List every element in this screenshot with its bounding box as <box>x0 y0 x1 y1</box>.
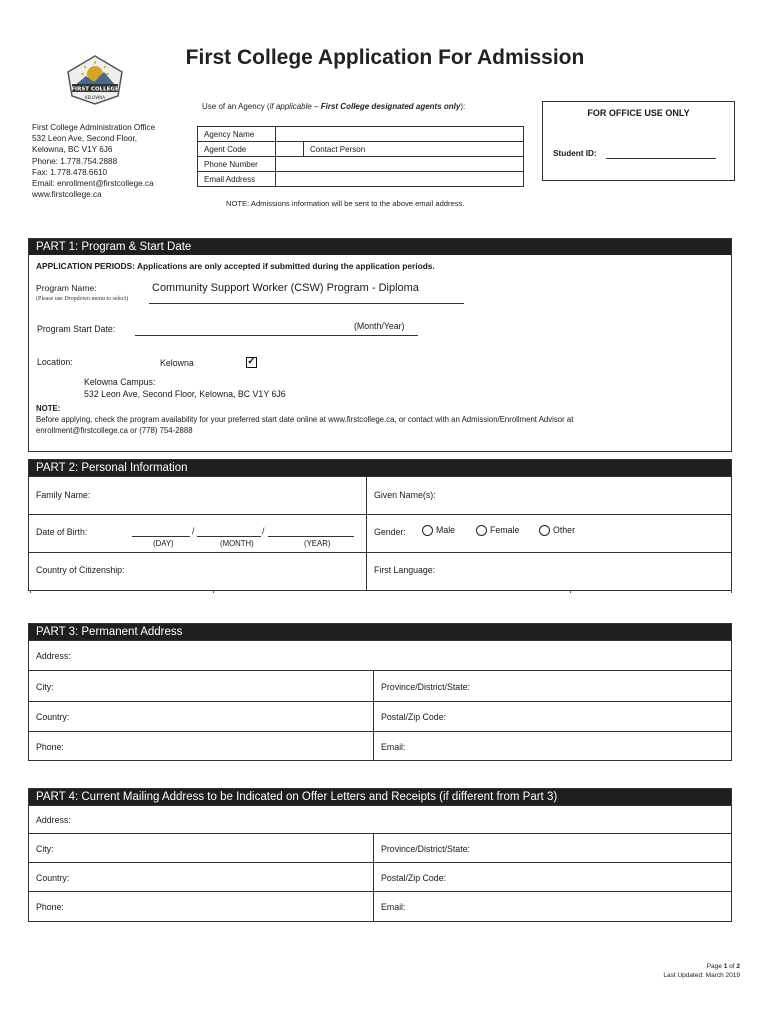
p3-address-label: Address: <box>36 651 71 661</box>
office-fax: Fax: 1.778.478.6610 <box>32 167 108 177</box>
svg-text:FIRST COLLEGE: FIRST COLLEGE <box>71 86 119 93</box>
tick-mark <box>570 590 571 593</box>
dob-year-hint: (YEAR) <box>304 539 331 548</box>
part3-row-phone <box>29 731 731 760</box>
p3-province-label: Province/District/State: <box>381 682 470 692</box>
agency-phone-field[interactable] <box>276 157 524 172</box>
agent-code-field[interactable] <box>276 142 304 157</box>
part4-row-address <box>29 805 731 833</box>
dob-month-field[interactable] <box>197 536 261 537</box>
agency-name-label: Agency Name <box>198 127 276 142</box>
page-title: First College Application For Admission <box>185 46 585 69</box>
program-name-select[interactable]: Community Support Worker (CSW) Program - Diploma <box>152 282 419 294</box>
last-updated: Last Updated: March 2019 <box>663 972 740 979</box>
citizenship-label: Country of Citizenship: <box>36 565 125 575</box>
part3-row-country <box>29 701 731 731</box>
office-use-box <box>542 101 735 181</box>
page-number: Page 1 of 2 <box>706 963 740 970</box>
family-name-label: Family Name: <box>36 490 91 500</box>
p3-email-label: Email: <box>381 742 406 752</box>
part3-row-address <box>29 640 731 670</box>
p4-city-label: City: <box>36 844 54 854</box>
program-name-label: Program Name: <box>36 283 97 293</box>
campus-address: 532 Leon Ave, Second Floor, Kelowna, BC V1Y 6J6 <box>84 389 286 399</box>
location-kelowna-checkbox[interactable]: ✓ <box>247 356 256 367</box>
p4-province-field[interactable] <box>373 834 731 862</box>
gender-female-label: Female <box>490 525 520 535</box>
agency-email-note: NOTE: Admissions information will be sent to the above email address. <box>226 199 465 208</box>
contact-person-field[interactable] <box>304 142 524 157</box>
agent-code-label: Agent Code <box>198 142 276 157</box>
start-date-hint: (Month/Year) <box>354 321 405 331</box>
office-phone: Phone: 1.778.754.2888 <box>32 156 118 166</box>
gender-male-label: Male <box>436 525 456 535</box>
part3-row-city <box>29 670 731 701</box>
part4-row-phone <box>29 891 731 921</box>
citizenship-field[interactable] <box>29 553 366 590</box>
gender-female-option[interactable] <box>476 525 519 536</box>
dob-month-hint: (MONTH) <box>220 539 254 548</box>
p3-postal-label: Postal/Zip Code: <box>381 712 447 722</box>
part2-section <box>28 459 732 591</box>
part1-note-line2: enrollment@firstcollege.ca or (778) 754-2888 <box>36 426 193 435</box>
tick-mark <box>213 590 214 593</box>
p4-country-label: Country: <box>36 873 70 883</box>
office-website[interactable]: www.firstcollege.ca <box>32 190 102 200</box>
start-date-label: Program Start Date: <box>37 324 116 334</box>
part4-row-country <box>29 862 731 891</box>
gender-cell <box>366 515 731 552</box>
p4-address-field[interactable] <box>29 806 731 833</box>
p3-country-field[interactable] <box>29 702 373 731</box>
p4-email-field[interactable] <box>373 892 731 921</box>
gender-other-label: Other <box>553 525 576 535</box>
part4-row-city <box>29 833 731 862</box>
part1-body <box>29 255 731 451</box>
p4-email-label: Email: <box>381 902 406 912</box>
student-id-label: Student ID: <box>553 149 597 158</box>
agency-table <box>197 126 524 187</box>
p4-country-field[interactable] <box>29 863 373 891</box>
p4-phone-label: Phone: <box>36 902 64 912</box>
part4-section <box>28 788 732 922</box>
dob-day-hint: (DAY) <box>153 539 174 548</box>
gender-male-option[interactable] <box>422 525 455 536</box>
page-footer <box>663 962 740 980</box>
p3-postal-field[interactable] <box>373 702 731 731</box>
office-email: Email: enrollment@firstcollege.ca <box>32 179 154 189</box>
location-kelowna-label: Kelowna <box>160 358 194 368</box>
p3-province-field[interactable] <box>373 671 731 701</box>
p3-email-field[interactable] <box>373 732 731 760</box>
radio-other[interactable] <box>539 525 550 536</box>
location-label: Location: <box>37 357 73 367</box>
agency-email-field[interactable] <box>276 172 524 187</box>
part1-section <box>28 238 732 452</box>
p4-phone-field[interactable] <box>29 892 373 921</box>
program-name-hint: (Please use Dropdown menu to select) <box>36 296 129 302</box>
email-address-label: Email Address <box>198 172 276 187</box>
first-language-field[interactable] <box>366 553 731 590</box>
part2-header: PART 2: Personal Information <box>29 460 731 476</box>
p3-address-field[interactable] <box>29 641 731 670</box>
dob-cell <box>29 515 366 552</box>
tick-mark <box>30 590 31 593</box>
agency-caption: Use of an Agency (if applicable – First College designated agents only): <box>202 102 466 111</box>
gender-other-option[interactable] <box>539 525 575 536</box>
p4-province-label: Province/District/State: <box>381 844 470 854</box>
part1-note-label: NOTE: <box>36 404 61 413</box>
application-periods-note: APPLICATION PERIODS: Applications are only accepted if submitted during the application periods. <box>36 261 435 271</box>
dob-label: Date of Birth: <box>36 527 88 537</box>
dob-year-field[interactable] <box>268 536 354 537</box>
given-names-label: Given Name(s): <box>374 490 436 500</box>
svg-text:KELOWNA: KELOWNA <box>84 95 106 100</box>
part2-row-citizenship <box>29 552 731 590</box>
office-use-header: FOR OFFICE USE ONLY <box>587 108 690 118</box>
given-names-field[interactable] <box>366 477 731 514</box>
p4-city-field[interactable] <box>29 834 373 862</box>
first-language-label: First Language: <box>374 565 436 575</box>
p3-phone-label: Phone: <box>36 742 64 752</box>
radio-male[interactable] <box>422 525 433 536</box>
part1-header: PART 1: Program & Start Date <box>29 239 731 255</box>
dob-separator-2: / <box>262 526 265 536</box>
office-name: First College Administration Office <box>32 123 156 132</box>
start-date-field[interactable] <box>135 335 418 336</box>
p3-phone-field[interactable] <box>29 732 373 760</box>
radio-female[interactable] <box>476 525 487 536</box>
part2-row-names <box>29 476 731 514</box>
part3-header: PART 3: Permanent Address <box>29 624 731 640</box>
family-name-field[interactable] <box>29 477 366 514</box>
p3-city-field[interactable] <box>29 671 373 701</box>
p4-postal-field[interactable] <box>373 863 731 891</box>
gender-label: Gender: <box>374 527 406 537</box>
tick-mark <box>731 590 732 593</box>
agency-name-field[interactable] <box>276 127 524 142</box>
p3-country-label: Country: <box>36 712 70 722</box>
dob-separator-1: / <box>192 526 195 536</box>
part1-note-line1: Before applying, check the program availability for your preferred start date online at www.firstcollege.ca, or contact with an Admission/Enrollment Advisor at <box>36 415 574 424</box>
campus-title: Kelowna Campus: <box>84 377 156 387</box>
office-street: 532 Leon Ave, Second Floor, <box>32 134 138 144</box>
phone-number-label: Phone Number <box>198 157 276 172</box>
p4-postal-label: Postal/Zip Code: <box>381 873 447 883</box>
part3-section <box>28 623 732 761</box>
office-contact-info <box>32 122 155 200</box>
student-id-field[interactable] <box>606 158 716 159</box>
part4-header: PART 4: Current Mailing Address to be Indicated on Offer Letters and Receipts (if different from Part 3) <box>29 789 731 805</box>
contact-person-label: Contact Person <box>310 144 366 154</box>
college-logo <box>60 52 130 108</box>
office-city: Kelowna, BC V1Y 6J6 <box>32 145 113 155</box>
dob-day-field[interactable] <box>132 536 190 537</box>
p3-city-label: City: <box>36 682 54 692</box>
program-name-underline <box>149 303 464 304</box>
p4-address-label: Address: <box>36 815 71 825</box>
part2-row-dob-gender <box>29 514 731 552</box>
